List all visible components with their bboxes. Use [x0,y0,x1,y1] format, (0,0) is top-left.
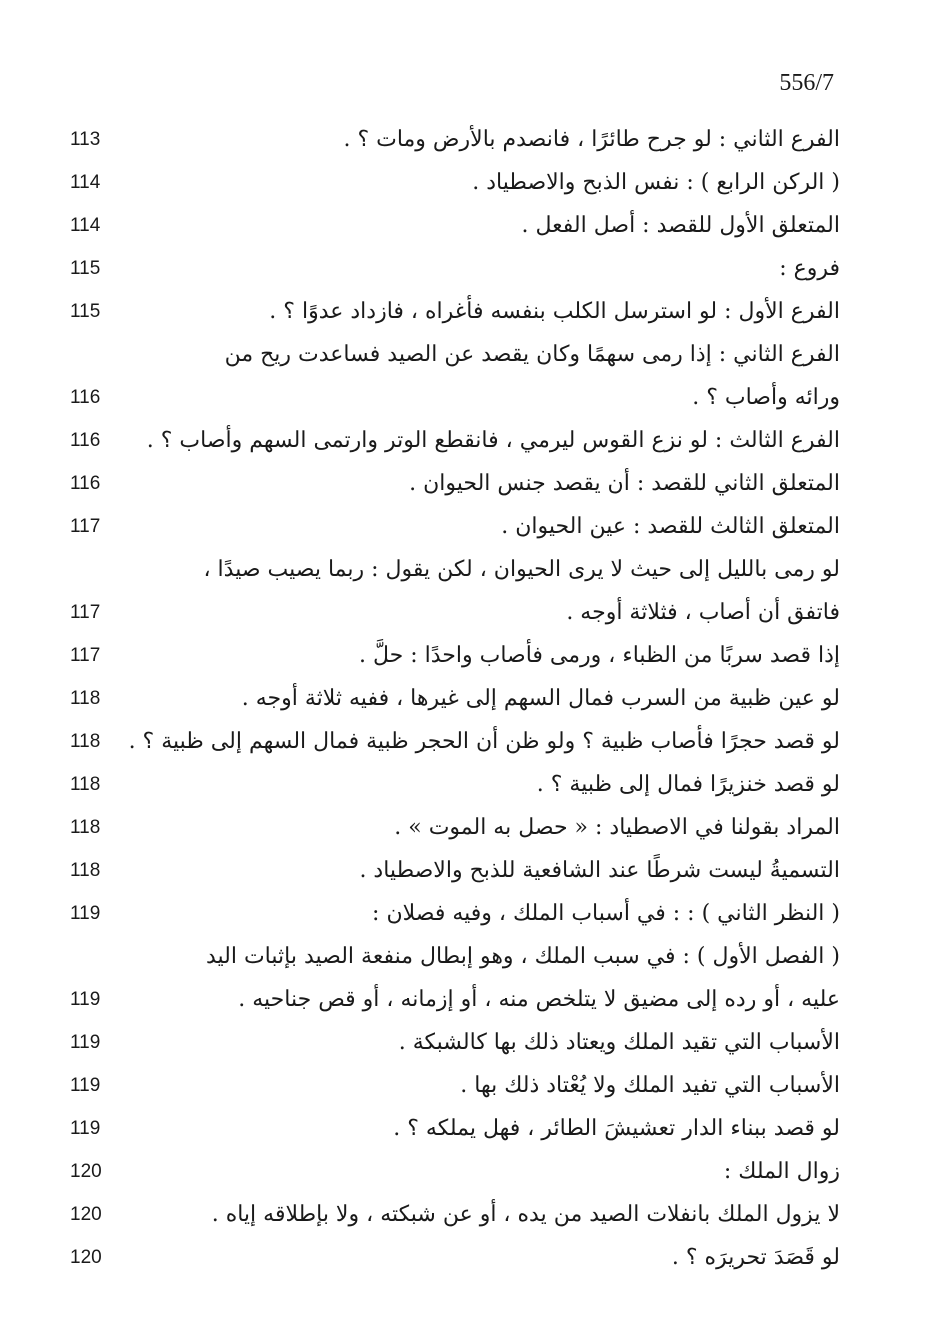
toc-entry-line: ( النظر الثاني ) : : في أسباب الملك ، وفيه فصلان : [372,901,840,926]
toc-entry-page-number: 118 [70,817,101,838]
toc-entry-text [70,1150,840,1193]
toc-entry-text [70,161,840,204]
toc-entry-text [70,1021,840,1064]
toc-entry-line: فروع : [779,256,840,281]
toc-entry-page-number: 119 [70,1032,101,1053]
toc-entry-text [70,1193,840,1236]
toc-entry-line: لو قصد خنزيرًا فمال إلى ظبية ؟ . [536,772,840,797]
toc-entry-line: لو قصد حجرًا فأصاب ظبية ؟ ولو ظن أن الحجر ظبية فمال السهم إلى ظبية ؟ . [128,729,840,754]
toc-entry-text [70,935,840,1021]
toc-entry-page-number: 115 [70,301,101,322]
toc-entry-line: لو عين ظبية من السرب فمال السهم إلى غيرها ، ففيه ثلاثة أوجه . [241,686,840,711]
toc-entry-page-number: 114 [70,215,101,236]
toc-entry-page-number: 118 [70,774,101,795]
toc-entry-text [70,1236,840,1279]
toc-entry-page-number: 118 [70,860,101,881]
toc-entry-text [70,634,840,677]
toc-entry-text [70,1064,840,1107]
toc-entry-line: زوال الملك : [723,1159,840,1184]
toc-entry-page-number: 117 [70,645,101,666]
toc-entry-line: الفرع الأول : لو استرسل الكلب بنفسه فأغراه ، فازداد عدوًا ؟ . [269,299,840,324]
toc-entry-line: المتعلق الأول للقصد : أصل الفعل . [521,213,840,238]
toc-entry-line: ( الفصل الأول ) : في سبب الملك ، وهو إبطال منفعة الصيد بإثبات اليد [205,944,840,969]
toc-entry-text [70,892,840,935]
toc-entry-page-number: 113 [70,129,101,150]
toc-entry-page-number: 120 [70,1204,102,1225]
toc-entry [70,548,840,634]
toc-entry-page-number: 119 [70,903,101,924]
toc-entry [70,118,840,161]
toc-entry-line: ( الركن الرابع ) : نفس الذبح والاصطياد . [472,170,840,195]
toc-entry-line: لو رمى بالليل إلى حيث لا يرى الحيوان ، لكن يقول : ربما يصيب صيدًا ، [203,557,840,582]
toc-entry-text [70,204,840,247]
page-number: 556/7 [779,70,834,96]
toc-entry [70,1021,840,1064]
toc-entry-text [70,677,840,720]
toc-entry [70,1193,840,1236]
toc-entry-page-number: 115 [70,258,101,279]
toc-entry [70,763,840,806]
toc-entry [70,1236,840,1279]
toc-entry [70,290,840,333]
toc-entry-text [70,419,840,462]
toc-entry-text [70,849,840,892]
toc-entry [70,161,840,204]
toc-entry-line: المتعلق الثالث للقصد : عين الحيوان . [501,514,840,539]
toc-entry-text [70,462,840,505]
toc-entry-text [70,505,840,548]
toc-entry-text [70,806,840,849]
toc-entry-line: المتعلق الثاني للقصد : أن يقصد جنس الحيوان . [409,471,840,496]
toc-entry [70,634,840,677]
toc-entry-page-number: 119 [70,1118,101,1139]
toc-entry-line: الأسباب التي تفيد الملك ولا يُعْتاد ذلك بها . [460,1073,840,1098]
toc-entry-line: الأسباب التي تقيد الملك ويعتاد ذلك بها كالشبكة . [398,1030,840,1055]
toc-entry-line: لو قَصَدَ تحريرَه ؟ . [671,1245,840,1270]
toc-entry [70,1107,840,1150]
toc-entry [70,677,840,720]
toc-entry-line: عليه ، أو رده إلى مضيق لا يتلخص منه ، أو إزمانه ، أو قص جناحيه . [238,987,840,1012]
toc-entry-line: الفرع الثالث : لو نزع القوس ليرمي ، فانقطع الوتر وارتمى السهم وأصاب ؟ . [146,428,840,453]
toc-entry-line: إذا قصد سربًا من الظباء ، ورمى فأصاب واحدًا : حلَّ . [358,643,840,668]
toc-entry-text [70,333,840,419]
toc-entry-text [70,763,840,806]
toc-entry-text [70,1107,840,1150]
toc-entry-line: الفرع الثاني : لو جرح طائرًا ، فانصدم بالأرض ومات ؟ . [343,127,840,152]
toc-entry [70,720,840,763]
toc-entry-line: فاتفق أن أصاب ، فثلاثة أوجه . [566,600,840,625]
toc-entry-line: ورائه وأصاب ؟ . [692,385,840,410]
toc-entry-page-number: 118 [70,731,101,752]
toc-entry-line: الفرع الثاني : إذا رمى سهمًا وكان يقصد عن الصيد فساعدت ريح من [224,342,840,367]
toc-entry [70,419,840,462]
toc-entry [70,462,840,505]
toc-entry-page-number: 120 [70,1247,102,1268]
toc-entry-page-number: 117 [70,516,101,537]
toc-entry [70,247,840,290]
toc-entry-page-number: 114 [70,172,101,193]
toc-entry [70,505,840,548]
toc-entry-text [70,247,840,290]
toc-entry-page-number: 119 [70,989,101,1010]
toc-entry-text [70,720,840,763]
toc-entry [70,892,840,935]
toc-entry-line: لا يزول الملك بانفلات الصيد من يده ، أو عن شبكته ، ولا بإطلاقه إياه . [211,1202,840,1227]
table-of-contents [70,118,840,1279]
toc-entry-page-number: 117 [70,602,101,623]
toc-entry-text [70,118,840,161]
toc-entry [70,1064,840,1107]
toc-entry [70,849,840,892]
toc-entry [70,935,840,1021]
toc-entry [70,1150,840,1193]
toc-entry-text [70,290,840,333]
toc-entry [70,333,840,419]
toc-entry-line: التسميةُ ليست شرطًا عند الشافعية للذبح والاصطياد . [359,858,840,883]
toc-entry-page-number: 116 [70,430,101,451]
toc-entry-page-number: 120 [70,1161,102,1182]
toc-entry-page-number: 116 [70,387,101,408]
toc-entry [70,806,840,849]
toc-entry-line: المراد بقولنا في الاصطياد : « حصل به الموت » . [394,815,840,840]
toc-entry-line: لو قصد ببناء الدار تعشيشَ الطائر ، فهل يملكه ؟ . [393,1116,840,1141]
toc-entry [70,204,840,247]
toc-entry-text [70,548,840,634]
toc-entry-page-number: 119 [70,1075,101,1096]
toc-entry-page-number: 116 [70,473,101,494]
toc-entry-page-number: 118 [70,688,101,709]
